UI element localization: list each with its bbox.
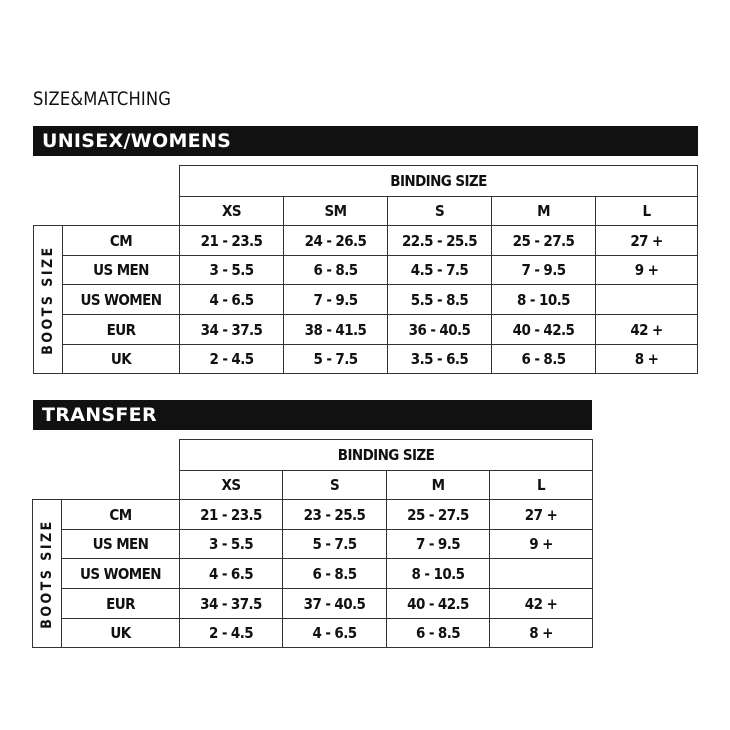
table-cell: 8 - 10.5 — [387, 559, 490, 589]
table-cell: 7 - 9.5 — [387, 530, 490, 559]
table-cell: 36 - 40.5 — [388, 315, 492, 345]
column-header: XS — [180, 197, 284, 226]
table-cell: 4 - 6.5 — [180, 559, 283, 589]
boots-size-label: BOOTS SIZE — [39, 518, 55, 629]
page-title: SIZE&MATCHING — [33, 88, 172, 110]
table-cell: 4 - 6.5 — [180, 285, 284, 315]
row-label: US WOMEN — [62, 559, 180, 589]
blank-corner — [33, 471, 180, 500]
row-label: UK — [63, 345, 180, 374]
table-cell: 8 + — [490, 619, 593, 648]
table-cell: 9 + — [596, 256, 698, 285]
table-cell: 25 - 27.5 — [492, 226, 596, 256]
table-cell: 9 + — [490, 530, 593, 559]
table-cell: 6 - 8.5 — [492, 345, 596, 374]
boots-size-label-cell — [33, 500, 62, 648]
column-header: L — [596, 197, 698, 226]
column-header: M — [492, 197, 596, 226]
table-cell: 3 - 5.5 — [180, 256, 284, 285]
table-cell: 8 + — [596, 345, 698, 374]
boots-size-label: BOOTS SIZE — [40, 244, 56, 355]
table-cell: 4 - 6.5 — [283, 619, 387, 648]
table-cell: 21 - 23.5 — [180, 500, 283, 530]
row-label: EUR — [62, 589, 180, 619]
table-cell: 3.5 - 6.5 — [388, 345, 492, 374]
column-header: SM — [284, 197, 388, 226]
row-label: CM — [63, 226, 180, 256]
binding-size-header: BINDING SIZE — [180, 166, 698, 197]
table-cell — [596, 285, 698, 315]
table-cell: 5 - 7.5 — [283, 530, 387, 559]
table-cell: 40 - 42.5 — [492, 315, 596, 345]
row-label: EUR — [63, 315, 180, 345]
table-cell: 6 - 8.5 — [387, 619, 490, 648]
table-cell: 2 - 4.5 — [180, 619, 283, 648]
table-cell: 5 - 7.5 — [284, 345, 388, 374]
table-cell: 5.5 - 8.5 — [388, 285, 492, 315]
table-cell: 21 - 23.5 — [180, 226, 284, 256]
column-header: XS — [180, 471, 283, 500]
section-title: TRANSFER — [42, 404, 157, 426]
table-cell: 6 - 8.5 — [283, 559, 387, 589]
table-cell: 2 - 4.5 — [180, 345, 284, 374]
table-cell: 38 - 41.5 — [284, 315, 388, 345]
column-header: S — [283, 471, 387, 500]
table-cell: 4.5 - 7.5 — [388, 256, 492, 285]
table-cell — [490, 559, 593, 589]
table-cell: 6 - 8.5 — [284, 256, 388, 285]
table-cell: 42 + — [596, 315, 698, 345]
row-label: CM — [62, 500, 180, 530]
size-table-transfer — [32, 439, 593, 648]
column-header: M — [387, 471, 490, 500]
table-cell: 24 - 26.5 — [284, 226, 388, 256]
table-cell: 25 - 27.5 — [387, 500, 490, 530]
table-cell: 34 - 37.5 — [180, 315, 284, 345]
table-cell: 22.5 - 25.5 — [388, 226, 492, 256]
row-label: US MEN — [63, 256, 180, 285]
table-cell: 42 + — [490, 589, 593, 619]
table-cell: 34 - 37.5 — [180, 589, 283, 619]
table-cell: 7 - 9.5 — [284, 285, 388, 315]
table-cell: 23 - 25.5 — [283, 500, 387, 530]
row-label: US WOMEN — [63, 285, 180, 315]
table-cell: 8 - 10.5 — [492, 285, 596, 315]
row-label: US MEN — [62, 530, 180, 559]
binding-size-header: BINDING SIZE — [180, 440, 593, 471]
table-cell: 27 + — [596, 226, 698, 256]
size-table-unisex-womens — [33, 165, 698, 374]
column-header: L — [490, 471, 593, 500]
table-cell: 7 - 9.5 — [492, 256, 596, 285]
section-title-bar-unisex-womens — [33, 126, 698, 156]
boots-size-label-cell — [34, 226, 63, 374]
row-label: UK — [62, 619, 180, 648]
column-header: S — [388, 197, 492, 226]
section-title: UNISEX/WOMENS — [42, 130, 232, 152]
table-cell: 37 - 40.5 — [283, 589, 387, 619]
blank-corner — [33, 440, 180, 471]
table-cell: 3 - 5.5 — [180, 530, 283, 559]
table-cell: 40 - 42.5 — [387, 589, 490, 619]
section-title-bar-transfer — [33, 400, 592, 430]
table-cell: 27 + — [490, 500, 593, 530]
blank-corner — [34, 197, 180, 226]
blank-corner — [34, 166, 180, 197]
